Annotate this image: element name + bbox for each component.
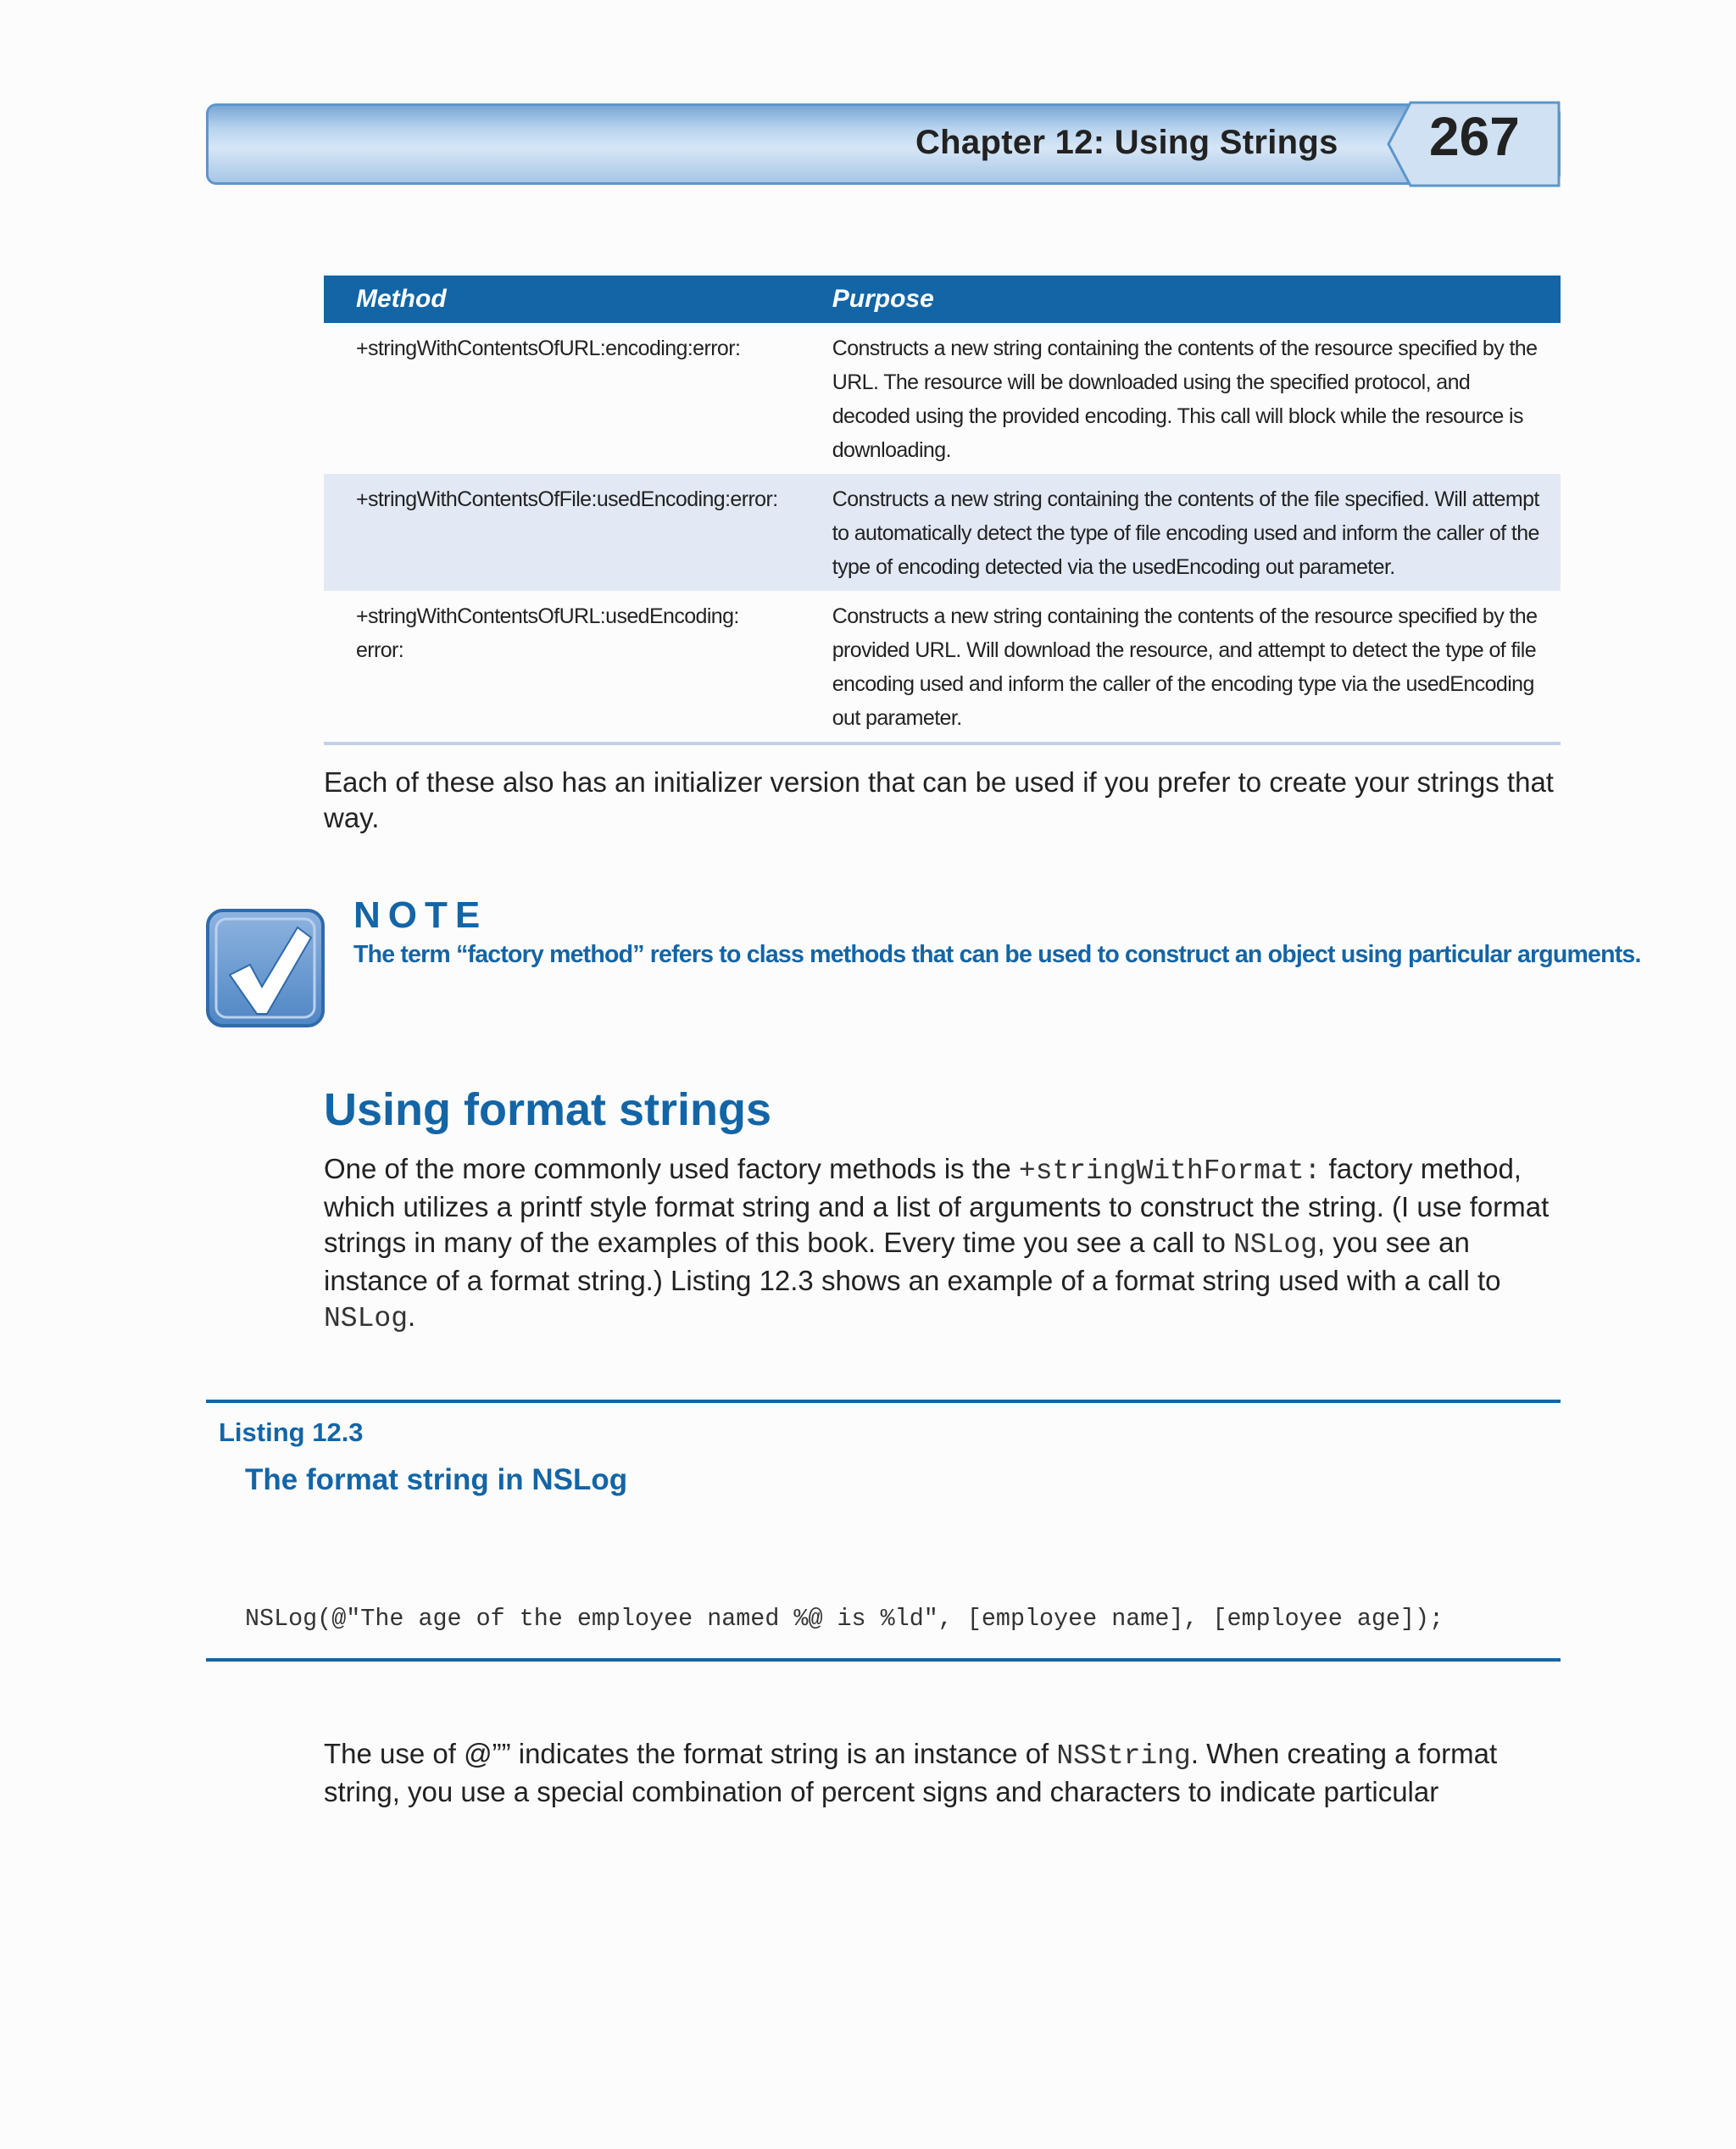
text-segment: One of the more commonly used factory methods is the	[324, 1153, 1019, 1184]
listing-title: The format string in NSLog	[245, 1463, 628, 1496]
page-number: 267	[1429, 106, 1520, 167]
code-nslog: NSLog	[324, 1303, 409, 1334]
listing-bottom-rule	[206, 1658, 1561, 1662]
text-segment: factory method, which utilizes a printf style format string and a list of arguments to construct the string. (I use format strings in many of the examples of this book. Every time you see a call to	[324, 1153, 1550, 1258]
table-row	[324, 474, 1561, 591]
listing-top-rule	[206, 1400, 1561, 1403]
section-heading: Using format strings	[324, 1084, 772, 1135]
code-nsstring: NSString	[1056, 1740, 1191, 1772]
method-cell: +stringWithContentsOfFile:usedEncoding:error:	[324, 474, 815, 591]
method-cell: +stringWithContentsOfURL:usedEncoding: error:	[324, 591, 815, 743]
initializer-paragraph: Each of these also has an initializer version that can be used if you prefer to create your strings that way.	[324, 766, 1554, 833]
chapter-header-bar	[206, 103, 1561, 185]
text-segment: The use of @”” indicates the format string is an instance of	[324, 1738, 1057, 1769]
note-label: NOTE	[353, 894, 488, 936]
table-row	[324, 591, 1561, 743]
table-row	[324, 323, 1561, 474]
listing-number: Listing 12.3	[219, 1417, 364, 1447]
text-segment: , you see an instance of a format string.) Listing 12.3 shows an example of a format string used with a call to	[324, 1227, 1501, 1296]
format-strings-paragraph	[324, 1151, 1578, 1337]
text-segment: .	[408, 1300, 416, 1332]
table-header-row	[324, 276, 1561, 323]
method-cell: +stringWithContentsOfURL:encoding:error:	[356, 337, 741, 360]
purpose-cell: Constructs a new string containing the contents of the resource specified by the provided URL. Will download the resource, and attempt to detect the type of file encoding used and inform the caller of the encoding type via the usedEncoding out parameter.	[815, 591, 1561, 743]
purpose-cell: Constructs a new string containing the contents of the file specified. Will attempt to automatically detect the type of file encoding used and inform the caller of the type of encoding detected via the usedEncoding out parameter.	[815, 474, 1561, 591]
code-listing: NSLog(@"The age of the employee named %@ is %ld", [employee name], [employee age]);	[245, 1605, 1444, 1633]
code-nslog: NSLog	[1233, 1229, 1318, 1261]
checkmark-icon	[206, 909, 325, 1027]
final-paragraph	[324, 1736, 1561, 1810]
purpose-cell: Constructs a new string containing the contents of the resource specified by the URL. The resource will be downloaded using the specified protocol, and decoded using the provided encoding. This call will block while the resource is downloading.	[832, 337, 1538, 462]
chapter-title: Chapter 12: Using Strings	[915, 124, 1338, 161]
note-text: The term “factory method” refers to class methods that can be used to construct an object using particular arguments.	[353, 941, 1641, 968]
methods-table	[324, 276, 1561, 745]
text-segment: . When creating a format string, you use a special combination of percent signs and characters to indicate particular	[324, 1738, 1498, 1807]
column-header-purpose: Purpose	[815, 276, 1561, 323]
column-header-method: Method	[324, 276, 815, 323]
code-string-with-format: +stringWithFormat:	[1018, 1155, 1321, 1187]
